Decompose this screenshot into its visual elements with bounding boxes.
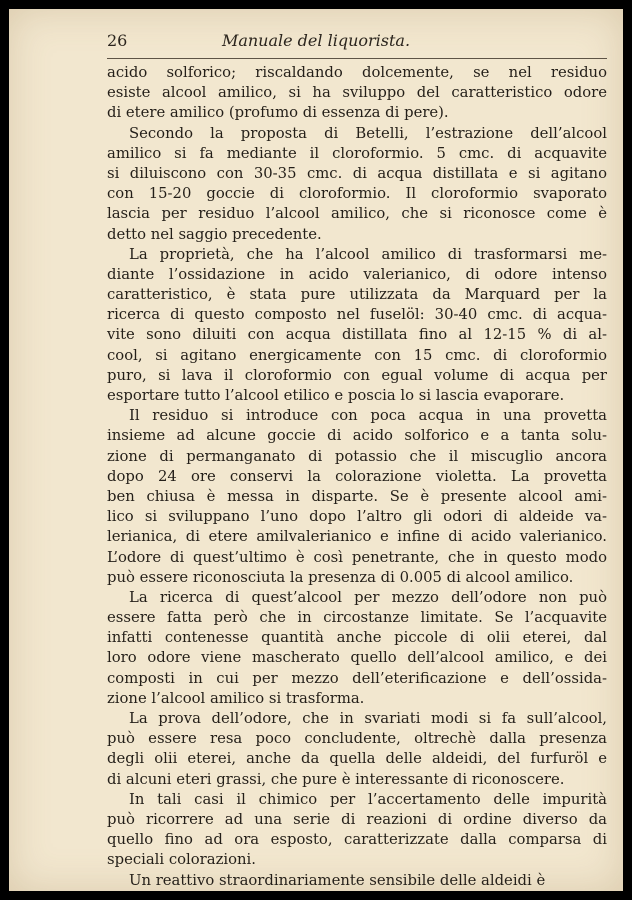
text-line: lascia per residuo l’alcool amilico, che si riconosce come è — [107, 205, 607, 223]
text-line: zione di permanganato di potassio che il miscuglio ancora — [107, 447, 607, 465]
text-line: La proprietà, che ha l’alcool amilico di trasformarsi me- — [129, 245, 607, 263]
text-line: ricerca di questo composto nel fuselöl: 30-40 cmc. di acqua- — [107, 306, 607, 324]
running-title: Manuale del liquorista. — [221, 31, 411, 50]
text-line: esportare tutto l’alcool etilico e poscia lo si lascia evaporare. — [107, 387, 565, 404]
text-line: essere fatta però che in circostanze limitate. Se l’acquavite — [107, 609, 607, 627]
text-line: cool, si agitano energicamente con 15 cmc. di cloroformio — [107, 346, 607, 364]
text-line: caratteristico, è stata pure utilizzata da Marquard per la — [107, 286, 607, 304]
text-line: di etere amilico (profumo di essenza di pere). — [107, 104, 449, 122]
text-line: quello fino ad ora esposto, caratterizzate dalla comparsa di — [107, 831, 607, 849]
text-line: può ricorrere ad una serie di reazioni di ordine diverso da — [107, 810, 607, 828]
text-line: Il residuo si introduce con poca acqua in una provetta — [129, 407, 607, 425]
text-line: Un reattivo straordinariamente sensibile delle aldeidi è — [129, 871, 546, 889]
text-line: diante l’ossidazione in acido valerianico, di odore intenso — [107, 265, 607, 283]
text-line: dopo 24 ore conservi la colorazione violetta. La provetta — [107, 467, 607, 485]
text-line: può essere riconosciuta la presenza di 0.005 di alcool amilico. — [107, 568, 574, 586]
text-line: puro, si lava il cloroformio con egual volume di acqua per — [107, 366, 607, 384]
text-line: vite sono diluiti con acqua distillata fino al 12-15 % di al- — [107, 326, 607, 344]
text-line: Secondo la proposta di Betelli, l’estrazione dell’alcool — [129, 124, 607, 142]
text-line: lerianica, di etere amilvalerianico e infine di acido valerianico. — [107, 528, 607, 546]
text-line: La ricerca di quest’alcool per mezzo dell’odore non può — [129, 588, 607, 606]
header-rule — [107, 58, 607, 59]
text-line: speciali colorazioni. — [107, 851, 256, 869]
text-line: si diluiscono con 30-35 cmc. di acqua distillata e si agitano — [107, 164, 607, 182]
text-line: insieme ad alcune goccie di acido solforico e a tanta solu- — [107, 427, 607, 445]
text-line: In tali casi il chimico per l’accertamento delle impurità — [129, 790, 607, 808]
page-number: 26 — [107, 31, 128, 50]
text-line: degli olii eterei, anche da quella delle aldeidi, del furfuröl e — [107, 750, 607, 768]
text-line: zione l’alcool amilico si trasforma. — [107, 689, 365, 707]
text-line: acido solforico; riscaldando dolcemente, se nel residuo — [107, 64, 607, 81]
text-line: loro odore viene mascherato quello dell’alcool amilico, e dei — [107, 649, 607, 667]
text-line: di alcuni eteri grassi, che pure è interessante di riconoscere. — [107, 770, 565, 788]
text-line: ben chiusa è messa in disparte. Se è presente alcool ami- — [107, 487, 607, 505]
text-line: può essere resa poco concludente, oltrechè dalla presenza — [107, 730, 607, 748]
text-line: L’odore di quest’ultimo è così penetrante, che in questo modo — [107, 548, 607, 566]
book-page — [9, 9, 623, 891]
text-line: La prova dell’odore, che in svariati modi si fa sull’alcool, — [129, 710, 607, 727]
body-text — [107, 63, 607, 891]
text-line: composti in cui per mezzo dell’eterificazione e dell’ossida- — [107, 669, 607, 687]
text-line: con 15-20 goccie di cloroformio. Il cloroformio svaporato — [107, 185, 607, 203]
text-line: esiste alcool amilico, si ha sviluppo del caratteristico odore — [107, 84, 607, 102]
text-line: infatti contenesse quantità anche piccole di olii eterei, dal — [107, 629, 607, 647]
text-line: amilico si fa mediante il cloroformio. 5 cmc. di acquavite — [107, 144, 607, 162]
text-line: detto nel saggio precedente. — [107, 225, 322, 243]
text-line: lico si sviluppano l’uno dopo l’altro gli odori di aldeide va- — [107, 508, 607, 526]
page-header — [107, 31, 525, 55]
